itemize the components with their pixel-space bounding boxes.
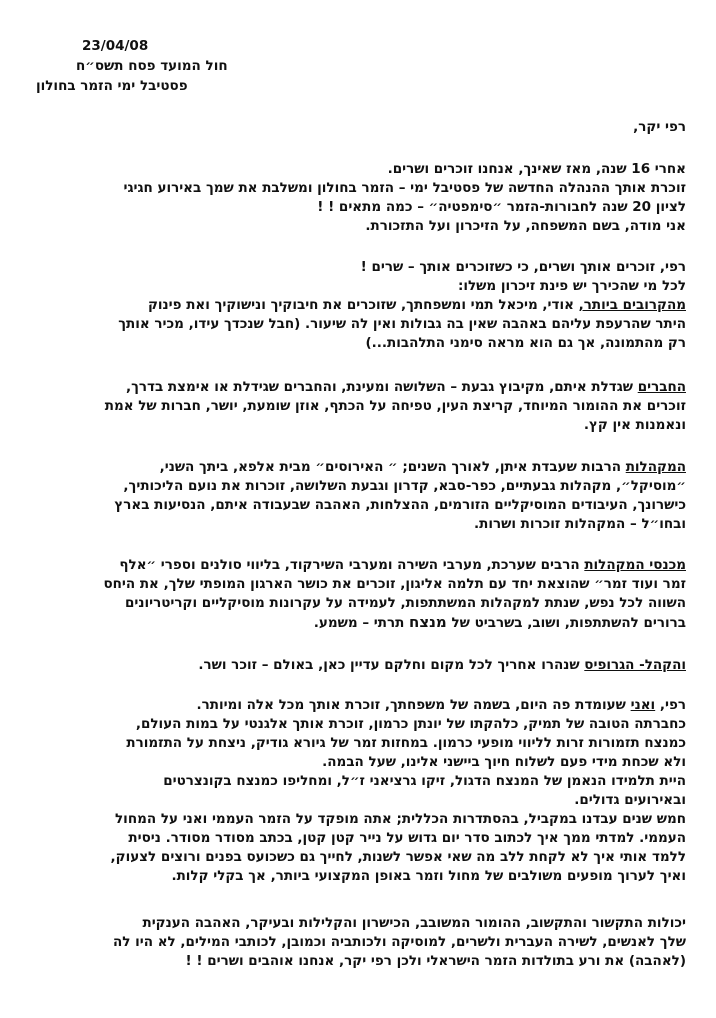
line: זוכרים את ההומור המיוחד, קריצת העין, טפיחה על הכתף, אוזן שומעת, יושר, חברות של אמת bbox=[104, 398, 686, 414]
text: שגדלת איתם, מקיבוץ גבעת – השלושה ומעינת, והחברים שגידלת או אימצת בדרך, bbox=[126, 379, 638, 395]
text: רפי, bbox=[655, 697, 686, 713]
paragraph-8 bbox=[111, 696, 686, 886]
line bbox=[111, 696, 686, 715]
line: כחברתה הטובה של תמיק, כלהקתו של יונתן כרמון, זוכרת אותך אלגנטי על במות העולם, bbox=[135, 716, 686, 732]
line: ״מוסיקל״, מקהלות גבעתיים, כפר-סבא, קדרון וגבעת השלושה, זוכרות את נועם הליכותיך, bbox=[123, 478, 686, 494]
text: שנהרו אחריך לכל מקום וחלקם עדיין כאן, באולם – זוכר ושר. bbox=[198, 657, 585, 673]
text: הרבים שערכת, מערבי השירה ומערבי השירקוד, בליווי סולנים וספרי ״אלף bbox=[119, 557, 585, 573]
line bbox=[103, 613, 686, 633]
line: זוכרת אותך ההנהלה החדשה של פסטיבל ימי – הזמר בחולון ומשלבת את שמך באירוע חגיגי bbox=[123, 180, 686, 196]
paragraph-6 bbox=[103, 556, 686, 633]
paragraph-9 bbox=[113, 914, 686, 971]
line bbox=[118, 296, 686, 315]
line: רפי, זוכרים אותך ושרים, כי כשזוכרים אותך – שרים ! bbox=[360, 259, 686, 275]
line: ובחו״ל – המקהלות זוכרות ושרות. bbox=[473, 516, 686, 532]
line: ולא שכחת מידי פעם לשלוח חיוך ביישני אלינו, שעל הבמה. bbox=[322, 754, 686, 770]
greeting: רפי יקר, bbox=[633, 119, 686, 135]
line: יכולות התקשור והתקשוב, ההומור המשובב, הכישרון והקלילות ובעיקר, האהבה הענקית bbox=[142, 915, 686, 931]
line bbox=[103, 556, 686, 575]
text: שעומדת פה היום, בשמה של משפחתך, זוכרת אותך מכל אלה ומיותר. bbox=[196, 697, 631, 713]
line: אני מודה, בשם המשפחה, על הזיכרון ועל התזכורת. bbox=[365, 218, 686, 234]
line bbox=[198, 656, 686, 675]
line: זמר ועוד זמר״ שהוצאת יחד עם תלמה אליגון, זוכרים את כושר הארגון המופתי שלך, את היחס bbox=[103, 576, 686, 592]
line: חמש שנים עבדנו במקביל, בהסתדרות הכללית; אתה מופקד על הזמר העממי ואני על המחול bbox=[115, 811, 686, 827]
line: רק מהתמונה, אך גם הוא מראה סימני התלהבות...) bbox=[365, 335, 686, 351]
header-line-2: פסטיבל ימי הזמר בחולון bbox=[36, 78, 188, 94]
underlined-phrase: מהקרובים ביותר, bbox=[578, 297, 686, 313]
line: היתר שהרעפת עליהם באהבה שאין בה גבולות ואין לה שיעור. (חבל שנכדך עידו, מכיר אותך bbox=[118, 316, 686, 332]
text: תרתי – משמע. bbox=[313, 615, 410, 631]
line: ואיך לערוך מופעים משולבים של מחול וזמר באופן המקצועי ביותר, אך בקלי קלות. bbox=[171, 868, 686, 884]
line bbox=[105, 378, 686, 397]
line: ונאמנות אין קץ. bbox=[583, 417, 686, 433]
underlined-phrase: החברים bbox=[637, 379, 686, 395]
line: ללמד אותי איך לא לקחת ללב מה שאי אפשר לשנות, לחייך גם כשכועס בפנים ורוצים לצעוק, bbox=[110, 849, 686, 865]
line: כישרונך, העיבודים המוסיקליים הזורמים, ההצלחות, האהבה שבעבודה איתם, הנסיעות בארץ bbox=[114, 497, 686, 513]
underlined-phrase: מכנסי המקהלות bbox=[584, 557, 686, 573]
paragraph-5 bbox=[114, 458, 686, 534]
line: השווה לכל נפש, שנתת למקהלות המשתתפות, לעמידה על עקרונות מוסיקליים וקריטריונים bbox=[125, 595, 686, 611]
line: לציון 20 שנה לחבורות-הזמר ״סימפטיה״ – כמה מתאים ! ! bbox=[317, 199, 686, 215]
paragraph-2 bbox=[361, 258, 686, 296]
line bbox=[114, 458, 686, 477]
underlined-phrase: ואני bbox=[630, 697, 656, 713]
header-line-1: חול המועד פסח תשס״ח bbox=[76, 58, 228, 74]
line: ובאירועים גדולים. bbox=[574, 792, 686, 808]
underlined-phrase: והקהל- הגרופיס bbox=[584, 657, 686, 673]
paragraph-4 bbox=[105, 378, 686, 435]
text: ברורים להשתתפות, ושוב, בשרביט של bbox=[446, 615, 686, 631]
line: העממי. למדתי ממך איך לכתוב סדר יום גדוש על נייר קטן קטן, בכתב מסודר מסודר. ניסית bbox=[128, 830, 686, 846]
date: 23/04/08 bbox=[82, 38, 149, 54]
line: שלך לאנשים, לשירה העברית ולשרים, למוסיקה ולכותביה וכמובן, לכותבי המילים, לא היו לה bbox=[112, 934, 686, 950]
line: כמנצח תזמורות זרות לליווי מופעי כרמון. במחזות זמר של גיורא גודיק, ניצחת על התזמורת bbox=[126, 735, 686, 751]
line: (לאהבה) את ורע בתולדות הזמר הישראלי ולכן רפי יקר, אנחנו אוהבים ושרים ! ! bbox=[185, 953, 686, 969]
paragraph-3 bbox=[118, 296, 686, 353]
text: הרבות שעבדת איתן, לאורך השנים; ״ האירוסים״ מבית אלפא, ביתך השני, bbox=[159, 459, 626, 475]
paragraph-7 bbox=[198, 656, 686, 675]
line: אחרי 16 שנה, מאז שאינך, אנחנו זוכרים ושרים. bbox=[387, 161, 686, 177]
line: לכל מי שהכירך יש פינת זיכרון משלו: bbox=[457, 278, 686, 294]
paragraph-1 bbox=[123, 160, 686, 236]
emphasis: מנצח bbox=[409, 613, 447, 631]
line: היית תלמידו הנאמן של המנצח הדגול, זיקו גרציאני ז״ל, ומחליפו כמנצח בקונצרטים bbox=[163, 773, 686, 789]
text: אודי, מיכאל תמי ומשפחתך, שזוכרים את חיבוקיך ונישוקיך ואת פינוק bbox=[147, 297, 579, 313]
underlined-phrase: המקהלות bbox=[625, 459, 686, 475]
